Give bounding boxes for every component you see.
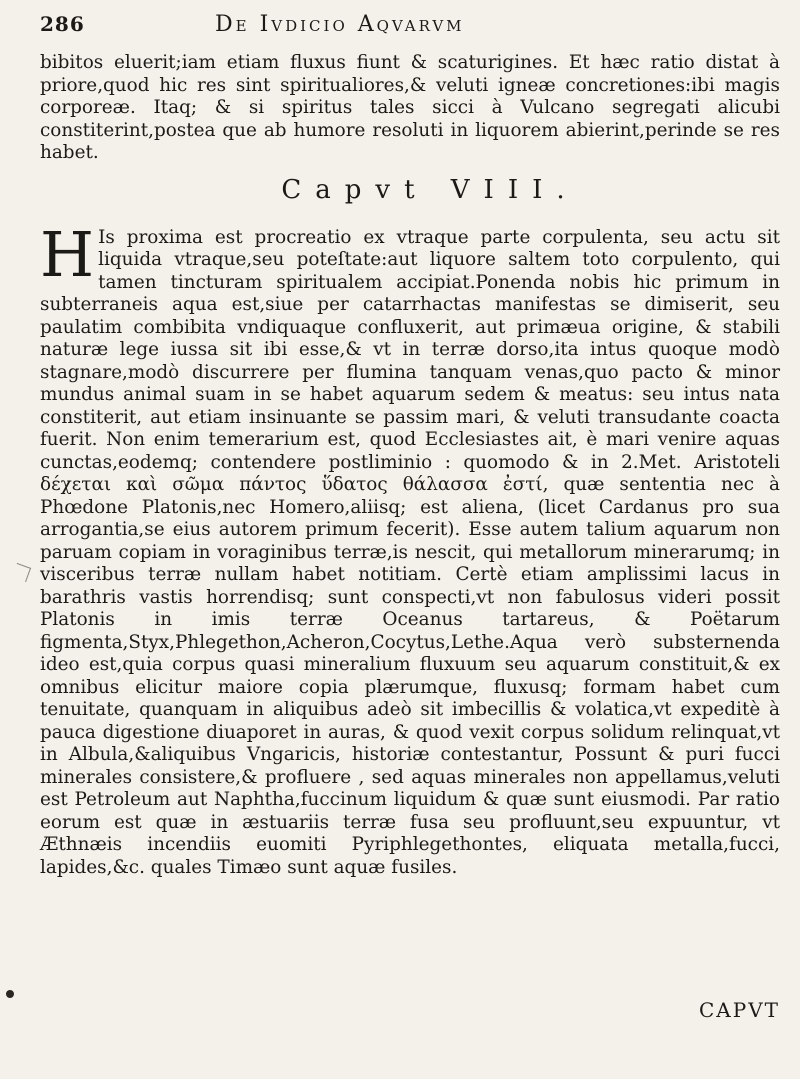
page-number: 286 <box>40 12 85 36</box>
chapter-heading: Capvt VIII. <box>281 174 579 205</box>
ink-stain <box>6 990 14 998</box>
book-page <box>40 12 780 1072</box>
page-header <box>40 12 780 52</box>
chapter-body <box>40 217 780 880</box>
running-head: De Ivdicio Aqvarvm <box>215 12 465 37</box>
drop-cap: H <box>40 217 95 291</box>
continued-paragraph: bibitos eluerit;iam etiam fluxus fiunt & scaturigines. Et hæc ratio distat à priore,quod hic res sint spiritualiores,& veluti igneæ concretiones:ibi magis corporeæ. Itaq; & si spiritus tales sicci à Vulcano segregati alicubi constiterint,postea que ab humore resoluti in liquorem abierint,perinde se res habet. <box>40 52 780 163</box>
margin-pencil-mark <box>12 563 31 582</box>
catchword: CAPVT <box>699 998 780 1022</box>
chapter-paragraph: Is proxima est procreatio ex vtraque parte corpulenta, seu actu sit liquida vtraque,seu poteſtate:aut liquore saltem toto corpulento, qui tamen tincturam spiritualem accipiat.Ponenda nobis hic primum in subterraneis aqua est,siue per catarrhactas manifestas se dimiserit, seu paulatim combibita vndiquaque confluxerit, aut primæua origine, & stabili naturæ lege iussa sit ibi esse,& vt in terræ dorso,ita intus quoque modò stagnare,modò discurrere per flumina tanquam venas,quo pacto & minor mundus animal suam in se habet aquarum sedem & meatus: seu intus nata constiterit, aut etiam insinuante se passim mari, & veluti transudante coacta fuerit. Non enim temerarium est, quod Ecclesiastes ait, è mari venire aquas cunctas,eodemq; contendere postliminio : quomodo & in 2.Met. Aristoteli δέχεται καὶ σῶμα πάντος ὕδατος θάλασσα ἐστί, quæ sententia nec à Phœdone Platonis,nec Homero,aliisq; est aliena, (licet Cardanus pro sua arrogantia,se eius autorem primum fecerit). Esse autem talium aquarum non paruam copiam in voraginibus terræ,is nescit, qui metallorum minerarumq; in visceribus terræ nullam habet notitiam. Certè etiam amplissimi lacus in barathris vastis horrendisq; sunt conspecti,vt non fabulosus videri possit Platonis in imis terræ Oceanus tartareus, & Poëtarum figmenta,Styx,Phlegethon,Acheron,Cocytus,Lethe.Aqua verò substernenda ideo est,quia corpus quasi mineralium fluxuum seu aquarum constituit,& ex omnibus elicitur maiore copia plærumque, fluxusq; formam habet cum tenuitate, quanquam in aliquibus adeò sit imbecillis & volatica,vt expeditè à pauca digestione diuaporet in auras, & quod vexit corpus solidum relinquat,vt in Albula,&aliquibus Vngaricis, historiæ contestantur, Possunt & puri fucci minerales consistere,& profluere , sed aquas minerales non appellamus,veluti est Petroleum aut Naphtha,fuccinum liquidum & quæ sunt eiusmodi. Par ratio eorum est quæ in æstuariis terræ fusa seu profluunt,seu expuuntur, vt Æthnæis incendiis euomiti Pyriphlegethontes, eliquata metalla,fucci, lapides,&c. quales Timæo sunt aquæ fusiles. <box>40 226 780 878</box>
